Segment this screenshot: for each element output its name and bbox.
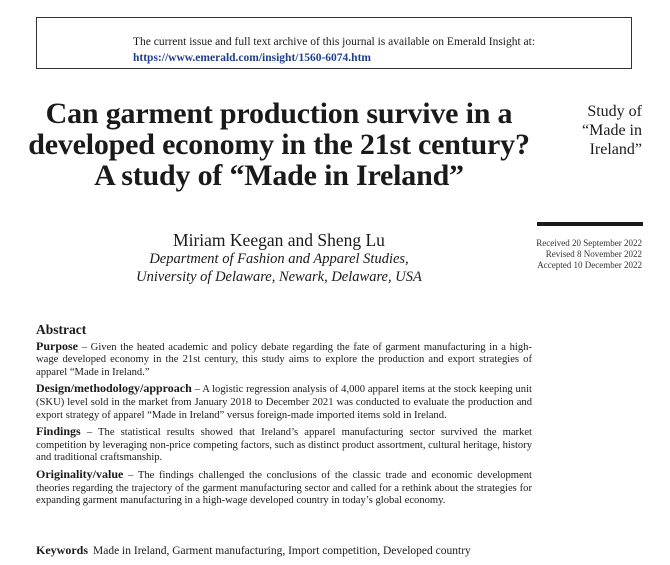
affiliation-line-1: Department of Fashion and Apparel Studies, <box>149 251 409 267</box>
journal-access-notice <box>36 17 632 69</box>
emerald-insight-link[interactable]: https://www.emerald.com/insight/1560-6074.htm <box>133 52 371 64</box>
affiliation-line-2: University of Delaware, Newark, Delaware, USA <box>136 269 422 285</box>
originality-paragraph <box>36 468 532 508</box>
design-label: Design/methodology/approach <box>36 381 192 396</box>
abstract-heading: Abstract <box>36 322 87 337</box>
purpose-paragraph <box>36 340 532 380</box>
running-head-line-3: Ireland” <box>589 141 642 158</box>
article-title: Can garment production survive in a developed economy in the 21st century? A study of “Made in Ireland” <box>28 97 530 192</box>
affiliation <box>20 250 538 286</box>
originality-text: – The findings challenged the conclusions of the classic trade and economic development theories regarding the trajectory of the garment manufacturing sector and called for a rethink about the strategies for expanding garment manufacturing in a high-wage developed country in today’s global economy. <box>36 469 532 507</box>
authors: Miriam Keegan and Sheng Lu <box>173 230 385 250</box>
running-head-line-2: “Made in <box>582 122 642 139</box>
keywords-line <box>36 543 471 558</box>
findings-text: – The statistical results showed that Ireland’s apparel manufacturing sector survived the market competition by leveraging non-price competing factors, such as distinct product assortment, cultural heritage, history and traditional craftsmanship. <box>36 427 533 464</box>
keywords-text: Made in Ireland, Garment manufacturing, Import competition, Developed country <box>93 545 471 557</box>
accepted-date: Accepted 10 December 2022 <box>537 260 642 270</box>
article-dates <box>520 238 642 271</box>
design-text: – A logistic regression analysis of 4,000 apparel items at the stock keeping unit (SKU) level sold in the market from January 2018 to December 2021 was conducted to evaluate the production and export strategy of apparel “Made in Ireland” versus foreign-made imported items sold in Ireland. <box>36 384 532 421</box>
findings-label: Findings <box>36 424 81 439</box>
abstract-section <box>36 324 532 511</box>
design-paragraph <box>36 382 532 422</box>
revised-date: Revised 8 November 2022 <box>545 249 642 259</box>
originality-label: Originality/value <box>36 466 124 481</box>
notice-text: The current issue and full text archive of this journal is available on Emerald Insight at: <box>133 36 536 48</box>
purpose-label: Purpose <box>36 338 78 353</box>
findings-paragraph <box>36 425 532 465</box>
received-date: Received 20 September 2022 <box>536 238 642 248</box>
purpose-text: – Given the heated academic and policy debate regarding the fate of garment manufacturing in a high-wage developed economy in the 21st century, this study aims to explore the production and export strategies of apparel “Made in Ireland.” <box>36 341 532 378</box>
keywords-label: Keywords <box>36 543 88 557</box>
running-head-line-1: Study of <box>587 103 642 120</box>
running-head <box>548 102 642 159</box>
divider-rule <box>537 222 643 226</box>
